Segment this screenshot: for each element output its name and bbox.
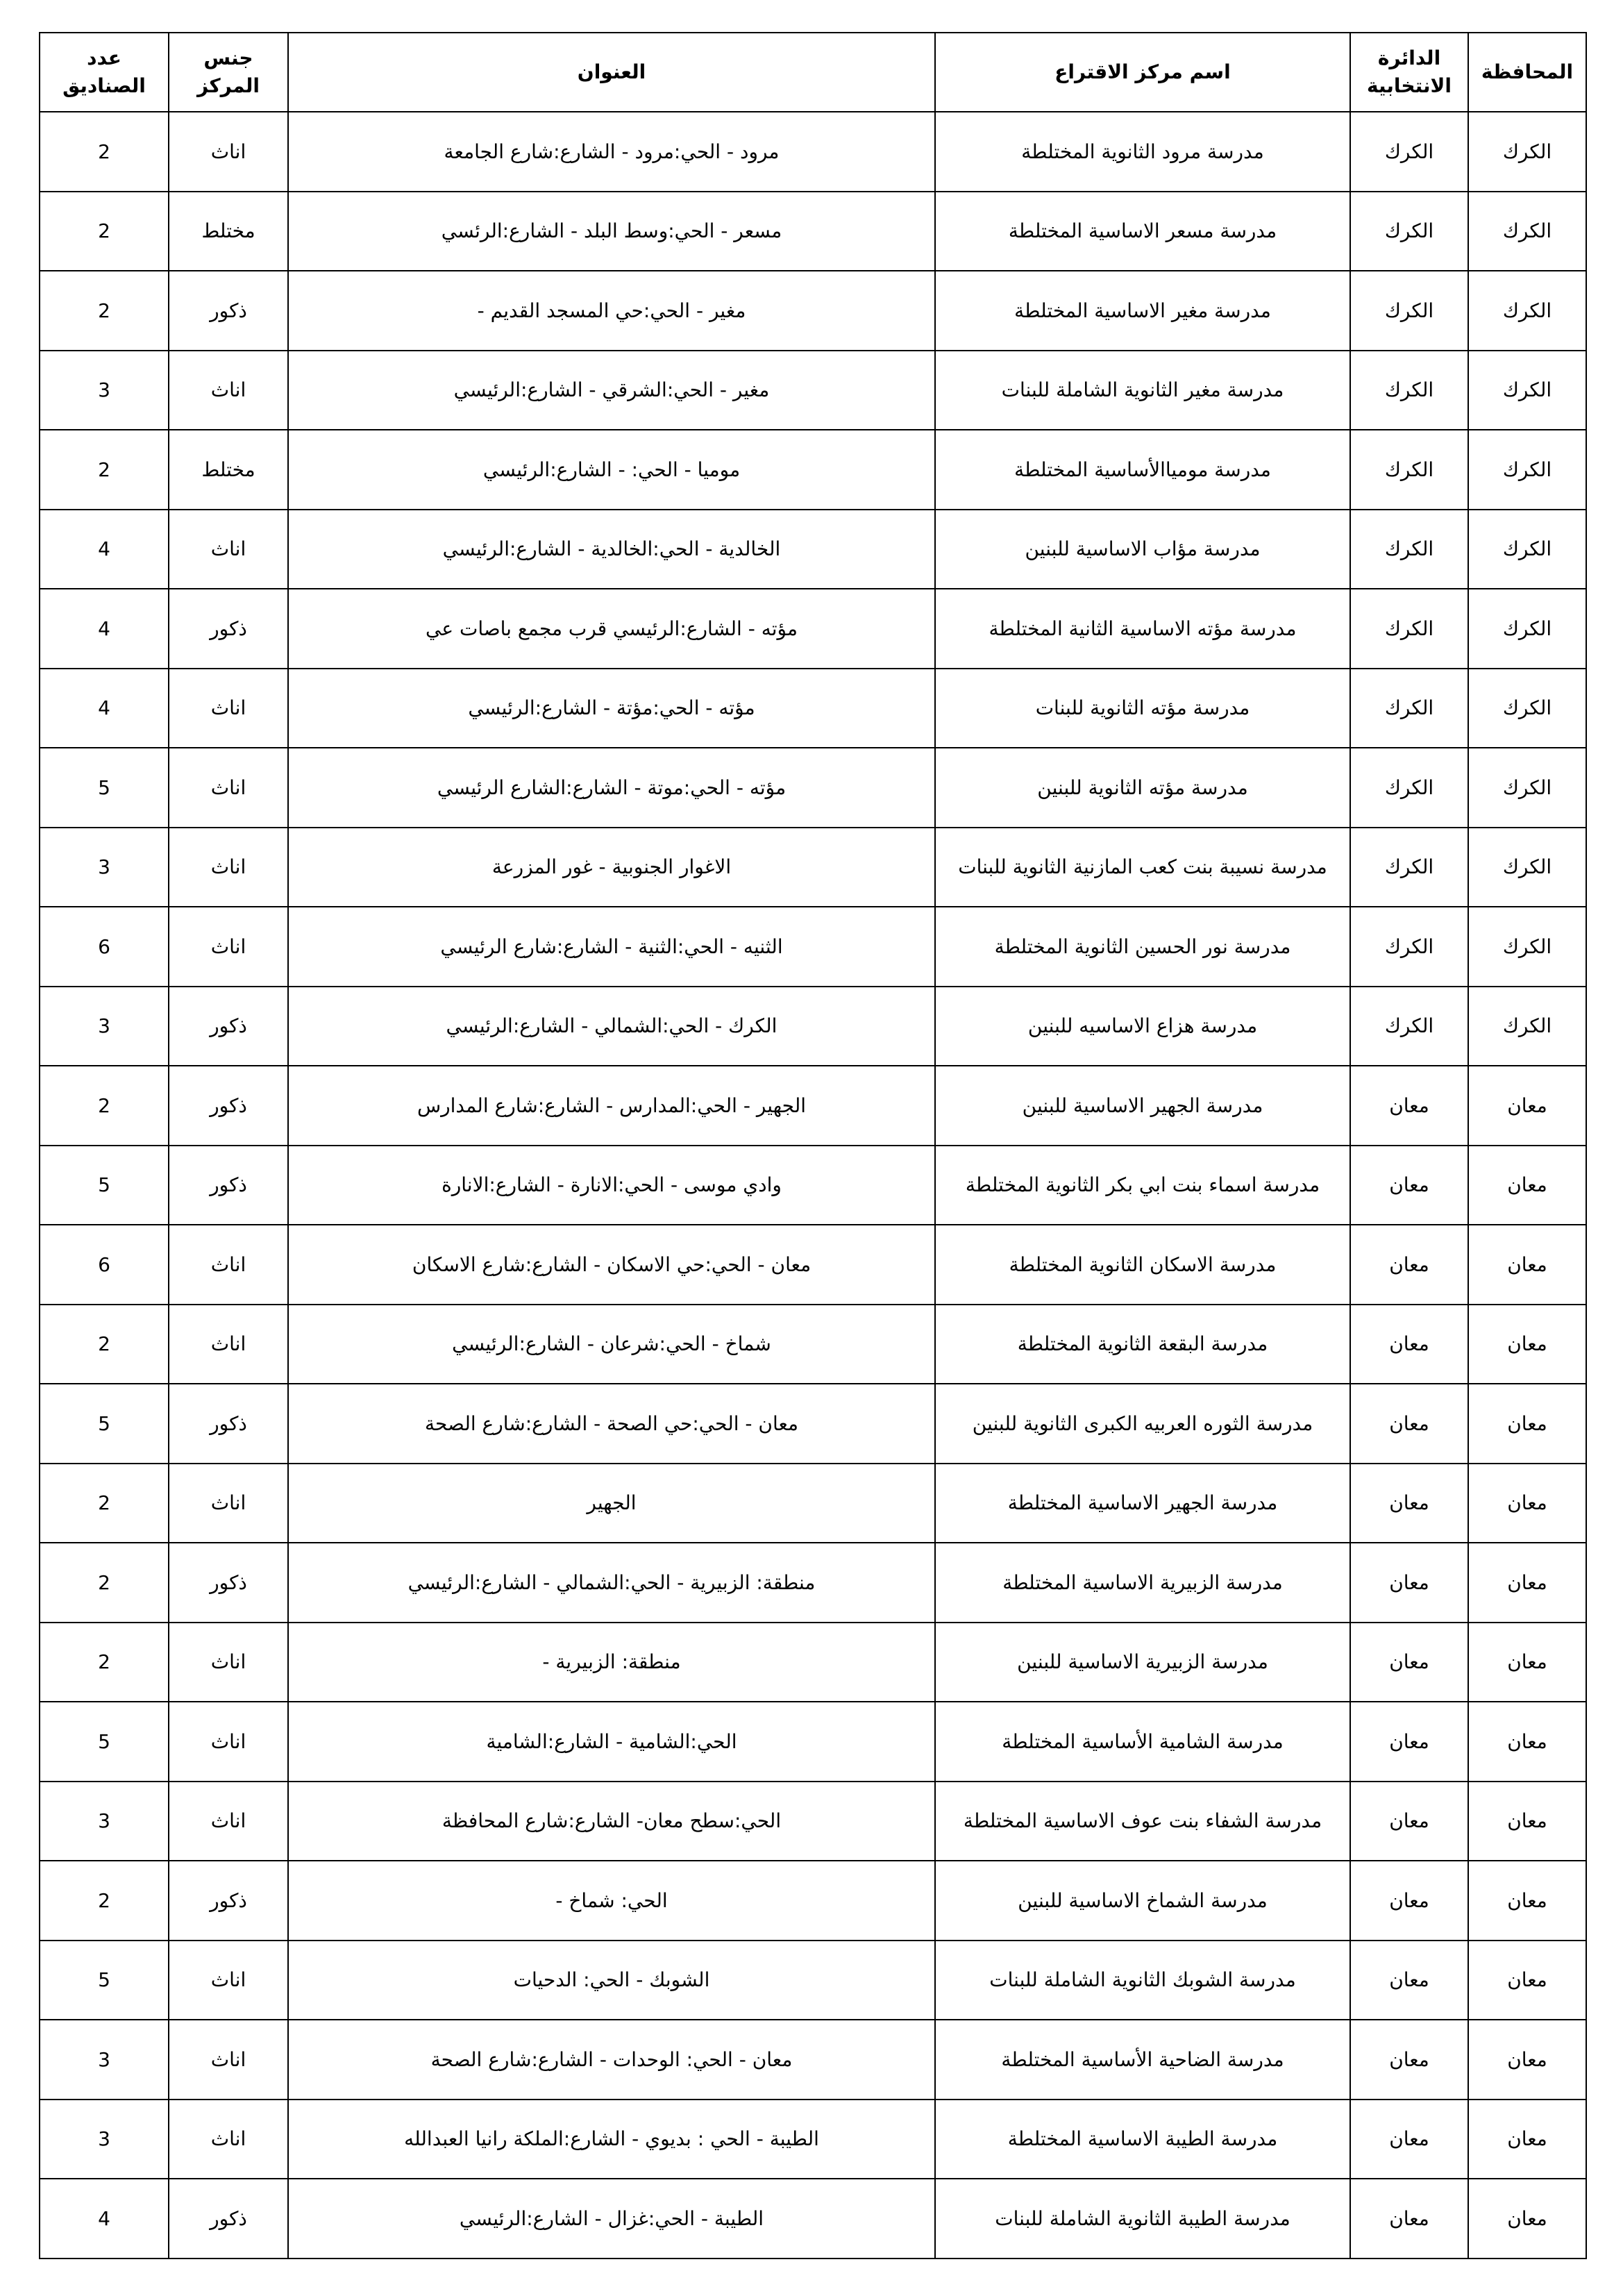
table-row — [40, 510, 1586, 589]
table-row — [40, 1623, 1586, 1702]
cell-district: الكرك — [1350, 271, 1468, 351]
cell-address: مؤته - الحي:مؤتة - الشارع:الرئيسي — [288, 669, 935, 748]
cell-center-name: مدرسة الزبيرية الاساسية للبنين — [935, 1623, 1350, 1702]
cell-center-name: مدرسة الشفاء بنت عوف الاساسية المختلطة — [935, 1782, 1350, 1861]
cell-boxes: 5 — [40, 1384, 169, 1464]
table-row — [40, 1941, 1586, 2020]
cell-center-name: مدرسة اسماء بنت ابي بكر الثانوية المختلطة — [935, 1146, 1350, 1225]
header-center-name: اسم مركز الاقتراع — [935, 33, 1350, 112]
header-governorate: المحافظة — [1468, 33, 1586, 112]
cell-address: الخالدية - الحي:الخالدية - الشارع:الرئيسي — [288, 510, 935, 589]
cell-governorate: الكرك — [1468, 748, 1586, 828]
header-district: الدائرة الانتخابية — [1350, 33, 1468, 112]
cell-address: معان - الحي:حي الصحة - الشارع:شارع الصحة — [288, 1384, 935, 1464]
table-row — [40, 907, 1586, 987]
table-header — [40, 33, 1586, 112]
cell-address: الجهير — [288, 1464, 935, 1543]
cell-district: معان — [1350, 1861, 1468, 1941]
cell-gender: مختلط — [169, 430, 288, 510]
cell-governorate: معان — [1468, 1702, 1586, 1782]
cell-address: مؤته - الشارع:الرئيسي قرب مجمع باصات عي — [288, 589, 935, 669]
cell-center-name: مدرسة الطيبة الثانوية الشاملة للبنات — [935, 2179, 1350, 2259]
cell-governorate: معان — [1468, 1384, 1586, 1464]
cell-address: الثنيه - الحي:الثنية - الشارع:شارع الرئيسي — [288, 907, 935, 987]
cell-gender: ذكور — [169, 2179, 288, 2259]
cell-governorate: الكرك — [1468, 589, 1586, 669]
table-row — [40, 2100, 1586, 2179]
table-row — [40, 828, 1586, 907]
table-row — [40, 669, 1586, 748]
cell-district: الكرك — [1350, 589, 1468, 669]
cell-governorate: الكرك — [1468, 430, 1586, 510]
cell-governorate: معان — [1468, 1623, 1586, 1702]
cell-district: معان — [1350, 1941, 1468, 2020]
cell-gender: اناث — [169, 907, 288, 987]
cell-gender: اناث — [169, 2020, 288, 2100]
cell-gender: اناث — [169, 1464, 288, 1543]
table-row — [40, 1702, 1586, 1782]
cell-center-name: مدرسة الطيبة الاساسية المختلطة — [935, 2100, 1350, 2179]
cell-boxes: 3 — [40, 1782, 169, 1861]
cell-district: معان — [1350, 1384, 1468, 1464]
cell-boxes: 3 — [40, 351, 169, 430]
cell-district: الكرك — [1350, 907, 1468, 987]
cell-district: الكرك — [1350, 748, 1468, 828]
cell-boxes: 3 — [40, 2020, 169, 2100]
cell-gender: اناث — [169, 1305, 288, 1384]
cell-gender: اناث — [169, 351, 288, 430]
cell-boxes: 2 — [40, 430, 169, 510]
cell-gender: اناث — [169, 828, 288, 907]
cell-governorate: معان — [1468, 1861, 1586, 1941]
cell-governorate: معان — [1468, 2179, 1586, 2259]
cell-center-name: مدرسة مسعر الاساسية المختلطة — [935, 192, 1350, 271]
cell-governorate: الكرك — [1468, 510, 1586, 589]
table-row — [40, 1543, 1586, 1623]
cell-gender: اناث — [169, 1941, 288, 2020]
cell-boxes: 2 — [40, 1623, 169, 1702]
cell-district: معان — [1350, 1543, 1468, 1623]
table-row — [40, 2179, 1586, 2259]
cell-center-name: مدرسة الزبيرية الاساسية المختلطة — [935, 1543, 1350, 1623]
cell-governorate: معان — [1468, 1941, 1586, 2020]
cell-governorate: معان — [1468, 1464, 1586, 1543]
cell-boxes: 2 — [40, 1305, 169, 1384]
cell-address: الاغوار الجنوبية - غور المزرعة — [288, 828, 935, 907]
table-row — [40, 1861, 1586, 1941]
cell-boxes: 2 — [40, 1066, 169, 1146]
cell-district: الكرك — [1350, 430, 1468, 510]
cell-gender: ذكور — [169, 987, 288, 1066]
cell-center-name: مدرسة الشامية الأساسية المختلطة — [935, 1702, 1350, 1782]
cell-governorate: الكرك — [1468, 987, 1586, 1066]
cell-address: موميا - الحي: - الشارع:الرئيسي — [288, 430, 935, 510]
cell-center-name: مدرسة نسيبة بنت كعب المازنية الثانوية للبنات — [935, 828, 1350, 907]
cell-center-name: مدرسة الشوبك الثانوية الشاملة للبنات — [935, 1941, 1350, 2020]
table-row — [40, 1146, 1586, 1225]
cell-address: منطقة: الزبيرية - الحي:الشمالي - الشارع:الرئيسي — [288, 1543, 935, 1623]
cell-gender: اناث — [169, 2100, 288, 2179]
cell-district: معان — [1350, 1225, 1468, 1305]
header-row — [40, 33, 1586, 112]
table-row — [40, 1225, 1586, 1305]
cell-district: معان — [1350, 1146, 1468, 1225]
cell-boxes: 4 — [40, 589, 169, 669]
cell-boxes: 3 — [40, 828, 169, 907]
cell-center-name: مدرسة مغير الاساسية المختلطة — [935, 271, 1350, 351]
table-row — [40, 192, 1586, 271]
cell-center-name: مدرسة البقعة الثانوية المختلطة — [935, 1305, 1350, 1384]
cell-boxes: 2 — [40, 192, 169, 271]
cell-boxes: 6 — [40, 1225, 169, 1305]
cell-district: الكرك — [1350, 112, 1468, 192]
cell-gender: اناث — [169, 1225, 288, 1305]
cell-district: معان — [1350, 1066, 1468, 1146]
cell-address: الطيبة - الحي : بديوي - الشارع:الملكة رانيا العبدالله — [288, 2100, 935, 2179]
table-row — [40, 430, 1586, 510]
cell-district: معان — [1350, 1464, 1468, 1543]
cell-governorate: معان — [1468, 1146, 1586, 1225]
cell-center-name: مدرسة الجهير الاساسية المختلطة — [935, 1464, 1350, 1543]
header-address: العنوان — [288, 33, 935, 112]
cell-district: الكرك — [1350, 351, 1468, 430]
cell-governorate: معان — [1468, 2020, 1586, 2100]
cell-boxes: 2 — [40, 271, 169, 351]
cell-gender: اناث — [169, 748, 288, 828]
table-row — [40, 1066, 1586, 1146]
cell-district: معان — [1350, 1623, 1468, 1702]
cell-boxes: 6 — [40, 907, 169, 987]
cell-center-name: مدرسة مؤته الاساسية الثانية المختلطة — [935, 589, 1350, 669]
cell-district: معان — [1350, 1782, 1468, 1861]
cell-address: الجهير - الحي:المدارس - الشارع:شارع المدارس — [288, 1066, 935, 1146]
cell-district: الكرك — [1350, 510, 1468, 589]
header-boxes: عدد الصناديق — [40, 33, 169, 112]
cell-address: معان - الحي:حي الاسكان - الشارع:شارع الاسكان — [288, 1225, 935, 1305]
cell-gender: مختلط — [169, 192, 288, 271]
cell-governorate: الكرك — [1468, 271, 1586, 351]
cell-center-name: مدرسة مغير الثانوية الشاملة للبنات — [935, 351, 1350, 430]
cell-address: الشوبك - الحي: الدحيات — [288, 1941, 935, 2020]
cell-address: الطيبة - الحي:غزال - الشارع:الرئيسي — [288, 2179, 935, 2259]
cell-address: معان - الحي: الوحدات - الشارع:شارع الصحة — [288, 2020, 935, 2100]
polling-centers-table — [39, 32, 1587, 2259]
cell-boxes: 3 — [40, 2100, 169, 2179]
cell-gender: اناث — [169, 510, 288, 589]
cell-center-name: مدرسة الضاحية الأساسية المختلطة — [935, 2020, 1350, 2100]
table-row — [40, 748, 1586, 828]
cell-governorate: معان — [1468, 1543, 1586, 1623]
table-row — [40, 1782, 1586, 1861]
cell-boxes: 5 — [40, 1146, 169, 1225]
cell-district: الكرك — [1350, 192, 1468, 271]
cell-center-name: مدرسة الثوره العربيه الكبرى الثانوية للبنين — [935, 1384, 1350, 1464]
cell-gender: اناث — [169, 1702, 288, 1782]
cell-address: مرود - الحي:مرود - الشارع:شارع الجامعة — [288, 112, 935, 192]
table-row — [40, 112, 1586, 192]
cell-boxes: 4 — [40, 669, 169, 748]
cell-governorate: الكرك — [1468, 828, 1586, 907]
cell-district: معان — [1350, 2020, 1468, 2100]
cell-gender: ذكور — [169, 1861, 288, 1941]
cell-district: معان — [1350, 2179, 1468, 2259]
cell-district: معان — [1350, 1702, 1468, 1782]
cell-boxes: 5 — [40, 748, 169, 828]
cell-governorate: معان — [1468, 1782, 1586, 1861]
table-row — [40, 2020, 1586, 2100]
table-row — [40, 987, 1586, 1066]
cell-governorate: الكرك — [1468, 907, 1586, 987]
cell-gender: اناث — [169, 1782, 288, 1861]
cell-gender: اناث — [169, 1623, 288, 1702]
cell-gender: ذكور — [169, 1384, 288, 1464]
cell-gender: ذكور — [169, 1146, 288, 1225]
cell-governorate: الكرك — [1468, 192, 1586, 271]
cell-gender: ذكور — [169, 1066, 288, 1146]
table-row — [40, 271, 1586, 351]
cell-address: الحي: شماخ - — [288, 1861, 935, 1941]
cell-center-name: مدرسة مؤته الثانوية للبنين — [935, 748, 1350, 828]
table-row — [40, 589, 1586, 669]
cell-address: وادي موسى - الحي:الانارة - الشارع:الانارة — [288, 1146, 935, 1225]
table-body — [40, 112, 1586, 2259]
cell-center-name: مدرسة مرود الثانوية المختلطة — [935, 112, 1350, 192]
cell-center-name: مدرسة الشماخ الاساسية للبنين — [935, 1861, 1350, 1941]
cell-center-name: مدرسة هزاع الاساسيه للبنين — [935, 987, 1350, 1066]
cell-center-name: مدرسة الاسكان الثانوية المختلطة — [935, 1225, 1350, 1305]
table-row — [40, 1384, 1586, 1464]
cell-address: مؤته - الحي:موتة - الشارع:الشارع الرئيسي — [288, 748, 935, 828]
cell-district: الكرك — [1350, 828, 1468, 907]
cell-address: مسعر - الحي:وسط البلد - الشارع:الرئسي — [288, 192, 935, 271]
cell-gender: اناث — [169, 669, 288, 748]
cell-district: معان — [1350, 2100, 1468, 2179]
cell-address: الحي:سطح معان- الشارع:شارع المحافظة — [288, 1782, 935, 1861]
cell-center-name: مدرسة مومياالأساسية المختلطة — [935, 430, 1350, 510]
cell-gender: اناث — [169, 112, 288, 192]
cell-boxes: 2 — [40, 1543, 169, 1623]
cell-boxes: 2 — [40, 1861, 169, 1941]
cell-address: مغير - الحي:الشرقي - الشارع:الرئيسي — [288, 351, 935, 430]
cell-address: مغير - الحي:حي المسجد القديم - — [288, 271, 935, 351]
cell-gender: ذكور — [169, 589, 288, 669]
table-row — [40, 1464, 1586, 1543]
cell-district: معان — [1350, 1305, 1468, 1384]
cell-center-name: مدرسة نور الحسين الثانوية المختلطة — [935, 907, 1350, 987]
cell-address: الحي:الشامية - الشارع:الشامية — [288, 1702, 935, 1782]
cell-boxes: 2 — [40, 112, 169, 192]
cell-boxes: 4 — [40, 510, 169, 589]
cell-gender: ذكور — [169, 271, 288, 351]
cell-governorate: معان — [1468, 1225, 1586, 1305]
cell-center-name: مدرسة مؤته الثانوية للبنات — [935, 669, 1350, 748]
cell-governorate: معان — [1468, 2100, 1586, 2179]
cell-boxes: 2 — [40, 1464, 169, 1543]
cell-center-name: مدرسة الجهير الاساسية للبنين — [935, 1066, 1350, 1146]
cell-center-name: مدرسة مؤاب الاساسية للبنين — [935, 510, 1350, 589]
cell-governorate: الكرك — [1468, 112, 1586, 192]
header-gender: جنس المركز — [169, 33, 288, 112]
cell-address: شماخ - الحي:شرعان - الشارع:الرئيسي — [288, 1305, 935, 1384]
cell-gender: ذكور — [169, 1543, 288, 1623]
cell-district: الكرك — [1350, 987, 1468, 1066]
table-row — [40, 351, 1586, 430]
cell-boxes: 5 — [40, 1702, 169, 1782]
table-row — [40, 1305, 1586, 1384]
cell-governorate: معان — [1468, 1305, 1586, 1384]
cell-governorate: الكرك — [1468, 669, 1586, 748]
cell-governorate: معان — [1468, 1066, 1586, 1146]
cell-boxes: 4 — [40, 2179, 169, 2259]
cell-district: الكرك — [1350, 669, 1468, 748]
cell-boxes: 5 — [40, 1941, 169, 2020]
cell-governorate: الكرك — [1468, 351, 1586, 430]
cell-boxes: 3 — [40, 987, 169, 1066]
cell-address: منطقة: الزبيرية - — [288, 1623, 935, 1702]
cell-address: الكرك - الحي:الشمالي - الشارع:الرئيسي — [288, 987, 935, 1066]
